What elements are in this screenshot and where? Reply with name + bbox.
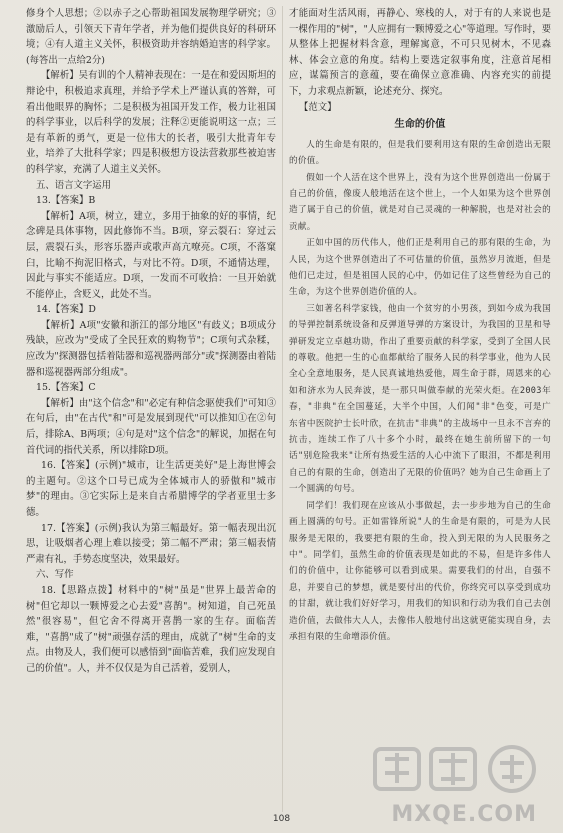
answer-16: 16.【答案】(示例)"城市，让生活更美好"是上海世博会的主题句。②这个口号已成为全体城市人的骄傲和"城市梦"的理由。③它实际上是来自古希腊博学的学者亚里士多德。 <box>26 460 276 518</box>
model-essay-label: 【范文】 <box>299 101 337 113</box>
column-divider <box>282 6 283 812</box>
analysis-paragraph: 【解析】吴有训的个人精神表现在：一是在和爱因斯坦的辩论中，积极追求真理，并给予学术上严谨认真的答辩，可看出他眼界的胸怀；二是积极为祖国开发工作，极力让祖国的科学事业，以后科学的发展；注释②更能说明这一点；三是有革新的勇气，更是一位伟大的长者，吸引大批青年专业，培养了大批科学家；四是积极想方设法营救那些被迫害的科学家，充满了人道主义关怀。 <box>26 70 276 175</box>
writing-hint-18: 18.【思路点拨】材料中的"树"虽是"世界上最苦命的树"但它却以一颗博爱之心去爱"喜鹊"。树知道，自己死虽然"很容易"，但它舍不得离开喜鹊一家的生存。面临苦难，"喜鹊"成了"树"顽强存活的理由，成就了"树"生命的支点。由物及人，我们便可以感悟到"面临苦难，我们应发现自己的价值"。人，并不仅仅是为自己活着，爱别人， <box>26 584 276 674</box>
watermark-url: MXQE.COM <box>391 802 537 827</box>
essay-paragraph-5: 同学们！我们现在应该从小事做起，去一步步地为自己的生命画上圆满的句号。正如雷锋所说"人的生命是有限的，可是为人民服务是无限的，我要把有限的生命，投入到无限的为人民服务之中"。同学们，虽然生命的价值表现是如此的不易，但是许多伟人们的价值中，让你能够可以看到成果。需要我们的付出，自强不息，并要自己的梦想，就是要付出的代价，你终究可以享受到成功的甘甜，就让我们好好学习，用我们的知识和行动为我们自己去创造价值，去做伟大人人，去像伟人般地付出这就更能实现自身，去承担有限的生命增添价值。 <box>289 500 551 642</box>
essay-paragraph-4: 三如著名科学家钱，他由一个贫穷的小男孩，到如今成为我国的导弹控制系统设备和反弹道导弹的方案设计，为我国的卫星和导弹研发定立卓越功勋，作出了重要贡献的科学家，受到了全国人民的尊敬。他把一生的心血都献给了服务人民的科学事业，他为人民全心全意地服务，是人民真诚地热爱他，周生命于群，周恩来的心如和济水为人民奔波，是一那只叫做奉献的光荣火炬。在2003年春，"非典"在全国蔓延，大半个中国，人们闻"非"色变，可是广东省中医院护士长叶欣，在抗击"非典"的主战场中一旦永不言弃的抗击，连续工作了八十多个小时，最终在她生前所留下的一句话"别危险我来"让所有热爱生活的人心中流下了眼泪，不都是利用自己的有限的生命，创造出了无限的价值吗？她为自己生命画上了一个圆满的句号。 <box>289 303 551 495</box>
watermark-logo <box>367 739 545 827</box>
watermark-glyphs-icon <box>367 739 545 795</box>
explanation-13: 【解析】A项，树立，建立，多用于抽象的好的事情，纪念碑是具体事物，因此修饰不当。B项，穿云裂石：穿过云层，震裂石头，形容乐器声或歌声高亢嘹亮。C项，不落窠臼，比喻不拘泥旧格式，与对比不符。D项，不通情达理，因此与事实不能适应。D项，一发而不可收拾：一旦开始就不能停止，含贬义，此处不当。 <box>26 210 276 300</box>
explanation-14: 【解析】A项"安徽和浙江的部分地区"有歧义；B项成分残缺，应改为"受成了全民狂欢的购物节"；C项句式杂糅，应改为"探测器包括着陆器和巡视器两部分"或"探测器由着陆器和巡视器两部分组成"。 <box>26 319 276 378</box>
answer-continuation: 修身个人思想；②以赤子之心帮助祖国发展物理学研究；③激励后人，引领天下青年学者，并为他们提供良好的科研环境；④有人道主义关怀，积极资助并容纳婚迫害的科学家。(每答出一点给2分) <box>26 8 276 66</box>
writing-hint-continuation: 才能面对生活风雨，再静心、寒栈的人，对于有的人来说也是一棵作用的"树"，"人应拥有一颗博爱之心"等道理。写作时，要从整体上把握材料含意，理解寓意，不可只见树木，不见森林、体会立意的角度。结构上要选定叙事角度，注意首尾相应，谋篇预言的意蕴，要在确保立意准确、内容充实的前提下，力求观点新颖，论述充分、探究。 <box>289 8 551 97</box>
answer-17: 17.【答案】(示例)我认为第三幅最好。第一幅表现出沉思，让吸烟者心理上难以接受；第二幅不严肃；第三幅表情严肃有礼，手势态度坚决，效果最好。 <box>26 522 276 565</box>
answer-13: 13.【答案】B <box>36 195 96 207</box>
essay-paragraph-1: 人的生命是有限的，但是我们要利用这有限的生命创造出无限的价值。 <box>289 139 551 167</box>
page-number: 108 <box>272 814 291 824</box>
left-column <box>26 6 276 677</box>
section-heading-language: 五、语言文字运用 <box>36 179 112 191</box>
essay-title: 生命的价值 <box>394 118 446 131</box>
right-column <box>289 6 551 645</box>
essay-paragraph-2: 假如一个人活在这个世界上，没有为这个世界创造出一份属于自己的价值，像废人般地活在这个世上，一个人如果为这个世界创造了属于自己的价值，就是对自己灵魂的一种解脱，也是对社会的贡献。 <box>289 172 551 232</box>
answer-14: 14.【答案】D <box>36 304 96 316</box>
essay-paragraph-3: 正如中国的历代伟人，他们正是利用自己的那有限的生命，为人民，为这个世界创造出了不可估量的价值，虽然岁月流逝，但是他们已走过，但是祖国人民的心中，仍如记住了这些曾经为自己的生命，为这个世界创造价值的人。 <box>289 238 551 298</box>
answer-15: 15.【答案】C <box>36 382 96 394</box>
section-heading-writing: 六、写作 <box>36 569 74 581</box>
explanation-15: 【解析】由"这个信念"和"必定有种信念驱使我们"可知③在句后，由"在古代"和"可是发展到现代"可以推知①在②句后，排除A、B两项；④句是对"这个信念"的解说，加据在句首代词的指代关系，所以排除D项。 <box>26 397 276 456</box>
